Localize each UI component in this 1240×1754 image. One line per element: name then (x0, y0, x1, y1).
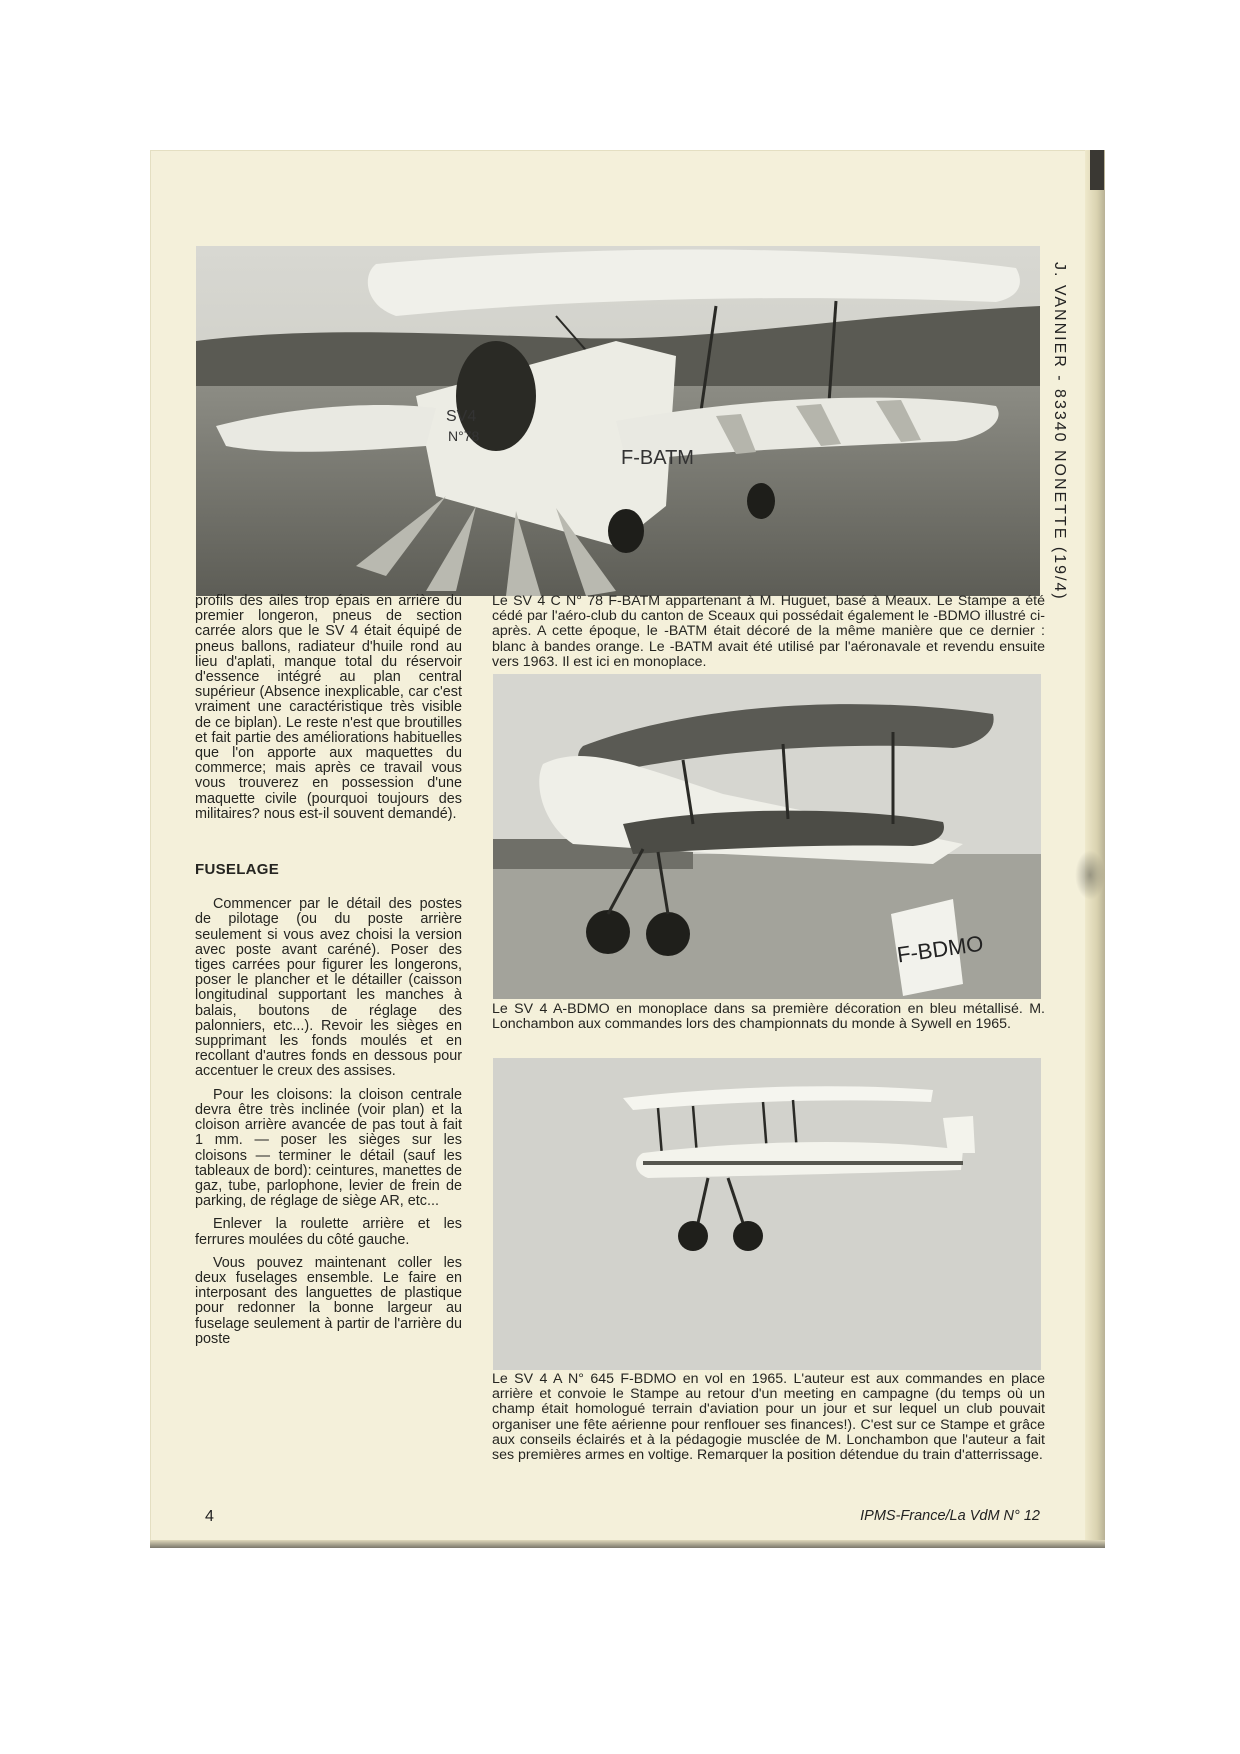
photo-caption-bdmo-parked: Le SV 4 A-BDMO en monoplace dans sa première décoration en bleu métallisé. M. Lonchambon aux commandes lors des championnats du monde à Sywell en 1965. (492, 1001, 1045, 1033)
photo-caption-bdmo-flight: Le SV 4 A N° 645 F-BDMO en vol en 1965. L'auteur est aux commandes en place arrière et convoie le Stampe au retour d'un meeting en campagne (du temps où un champ était homologué terrain d'aviation pour un jour et sur lequel un club pouvait organiser une fête aérienne pour renflouer ses finances!). C'est sur ce Stampe et grâce aux conseils éclairés et à la pédagogie musclée de M. Lonchambon que l'auteur a fait ses premières armes en voltige. Remarquer la position détendue du train d'atterrissage. (492, 1371, 1045, 1464)
paper-stain (1075, 850, 1105, 900)
page-edge-right (1085, 150, 1105, 1548)
photo-marking-bdmo: F-BDMO (895, 930, 985, 968)
biplane-on-grass-photo (196, 246, 1040, 596)
body-paragraph: Vous pouvez maintenant coller les deux fuselages ensemble. Le faire en interposant des languettes de plastique pour redonner la bonne largeur au fuselage seulement à partir de l'arrière du poste (195, 1254, 462, 1347)
photo-marking-registration: F-BATM (621, 447, 694, 469)
journal-title: IPMS-France/La VdM N° 12 (860, 1508, 1040, 1524)
photo-caption-batm: Le SV 4 C N° 78 F-BATM appartenant à M. Huguet, basé à Meaux. Le Stampe a été cédé par l'aéro-club du canton de Sceaux qui possédait également le -BDMO illustré ci-après. A cette époque, le -BATM était décoré de la même manière que ce dernier : blanc à bandes orange. Le -BATM avait été utilisé par l'aéronavale et revendu ensuite vers 1963. Il est ici en monoplace. (492, 593, 1045, 670)
photo-marking-number: N°78 (448, 428, 480, 444)
page-edge-bottom (150, 1540, 1105, 1548)
photo-marking-sv4: SV4 (446, 408, 477, 425)
body-paragraph: Enlever la roulette arrière et les ferrures moulées du côté gauche. (195, 1216, 462, 1248)
section-heading: FUSELAGE (195, 861, 280, 879)
intro-paragraph: profils des ailes trop épais en arrière du premier longeron, pneus de section carrée alors que le SV 4 était équipé de pneus ballons, radiateur d'huile rond au lieu d'aplati, manque total du réservoir d'essence intégré au plan central supérieur (Absence inexplicable, car c'est vraiment une caractéristique très visible de ce biplan). Le reste n'est que broutilles et fait partie des améliorations habituelles que l'on apporte aux maquettes du commerce; mais après ce travail vous vous trouverez en possession d'une maquette civile (pourquoi toujours des militaires? nous est-il souvent demandé). (195, 593, 462, 822)
photo-credit: J. VANNIER - 83340 NONETTE (19/4) (1051, 262, 1068, 601)
biplane-in-flight-photo (493, 1058, 1041, 1370)
page-number: 4 (205, 1508, 214, 1525)
biplane-parked-photo (493, 674, 1041, 999)
body-paragraph: Commencer par le détail des postes de pilotage (ou du poste arrière seulement si vous avez choisi la version avec poste avant caréné). Poser des tiges carrées pour figurer les longerons, poser le plancher et le détailler (caisson longitudinal supportant les manches à balais, boutons de réglage des palonniers, etc...). Revoir les sièges en supprimant les fonds moulés et en recollant d'autres fonds en dessous pour accentuer le creux des assises. (195, 896, 462, 1080)
binding-mark (1090, 150, 1104, 190)
article-left-column (195, 594, 462, 1347)
body-paragraph: Pour les cloisons: la cloison centrale devra être très inclinée (voir plan) et la cloison arrière avancée de pas tout à fait 1 mm. — poser les sièges sur les cloisons — terminer le détail (sauf les tableaux de bord): ceintures, manettes de gaz, tube, parlophone, levier de frein de parking, de réglage de siège AR, etc... (195, 1086, 462, 1210)
